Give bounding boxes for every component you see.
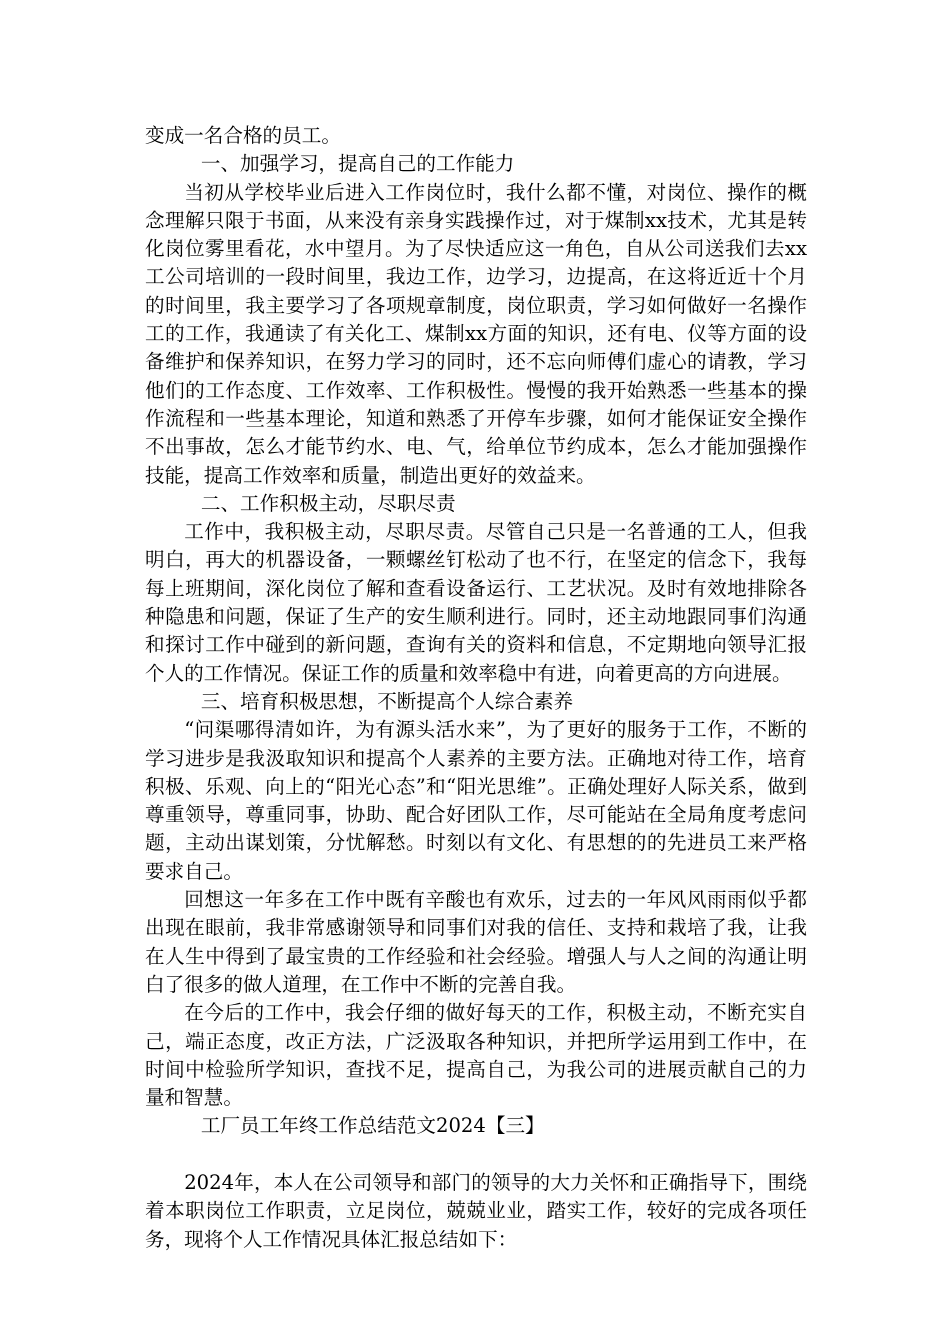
document-page (145, 122, 807, 1254)
blank-line (145, 1141, 807, 1169)
section-heading-2: 二、工作积极主动，尽职尽责 (200, 491, 456, 515)
paragraph-continuation: 变成一名合格的员工。 (145, 124, 341, 147)
paragraph-study: 当初从学校毕业后进入工作岗位时，我什么都不懂，对岗位、操作的概念理解只限于书面，从来没有亲身实践操作过，对于煤制xx技术，尤其是转化岗位雾里看花，水中望月。为了尽快适应这一角色，自从公司送我们去xx工公司培训的一段时间里，我边工作，边学习，边提高，在这将近近十个月的时间里，我主要学习了各项规章制度，岗位职责，学习如何做好一名操作工的工作，我通读了有关化工、煤制xx方面的知识，还有电、仪等方面的设备维护和保养知识，在努力学习的同时，还不忘向师傅们虚心的请教，学习他们的工作态度、工作效率、工作积极性。慢慢的我开始熟悉一些基本的操作流程和一些基本理论，知道和熟悉了开停车步骤，如何才能保证安全操作不出事故，怎么才能节约水、电、气，给单位节约成本，怎么才能加强操作技能，提高工作效率和质量，制造出更好的效益来。 (145, 180, 807, 487)
paragraph-intro: 2024年，本人在公司领导和部门的领导的大力关怀和正确指导下，围绕着本职岗位工作职责，立足岗位，兢兢业业，踏实工作，较好的完成各项任务，现将个人工作情况具体汇报总结如下： (145, 1170, 807, 1251)
section-heading-1: 一、加强学习，提高自己的工作能力 (200, 152, 515, 176)
section-heading-3: 三、培育积极思想，不断提高个人综合素养 (200, 689, 574, 713)
paragraph-future: 在今后的工作中，我会仔细的做好每天的工作，积极主动，不断充实自己，端正态度，改正方法，广泛汲取各种知识，并把所学运用到工作中，在时间中检验所学知识，查找不足，提高自己，为我公司的进展贡献自己的力量和智慧。 (145, 1001, 807, 1110)
document-subtitle: 工厂员工年终工作总结范文2024【三】 (200, 1114, 545, 1138)
paragraph-initiative: 工作中，我积极主动，尽职尽责。尽管自己只是一名普通的工人，但我明白，再大的机器设备，一颗螺丝钉松动了也不行，在坚定的信念下，我每每上班期间，深化岗位了解和查看设备运行、工艺状况。及时有效地排除各种隐患和问题，保证了生产的安生顺利进行。同时，还主动地跟同事们沟通和探讨工作中碰到的新问题，查询有关的资料和信息，不定期地向领导汇报个人的工作情况。保证工作的质量和效率稳中有进，向着更高的方向进展。 (145, 520, 807, 685)
paragraph-mindset: “问渠哪得清如许，为有源头活水来”，为了更好的服务于工作，不断的学习进步是我汲取知识和提高个人素养的主要方法。正确地对待工作，培育积极、乐观、向上的“阳光心态”和“阳光思维”。正确处理好人际关系，做到尊重领导，尊重同事，协助、配合好团队工作，尽可能站在全局角度考虑问题，主动出谋划策，分忧解愁。时刻以有文化、有思想的的先进员工来严格要求自己。 (145, 718, 807, 883)
paragraph-review: 回想这一年多在工作中既有辛酸也有欢乐，过去的一年风风雨雨似乎都出现在眼前，我非常感谢领导和同事们对我的信任、支持和栽培了我，让我在人生中得到了最宝贵的工作经验和社会经验。增强人与人之间的沟通让明白了很多的做人道理，在工作中不断的完善自我。 (145, 888, 807, 996)
